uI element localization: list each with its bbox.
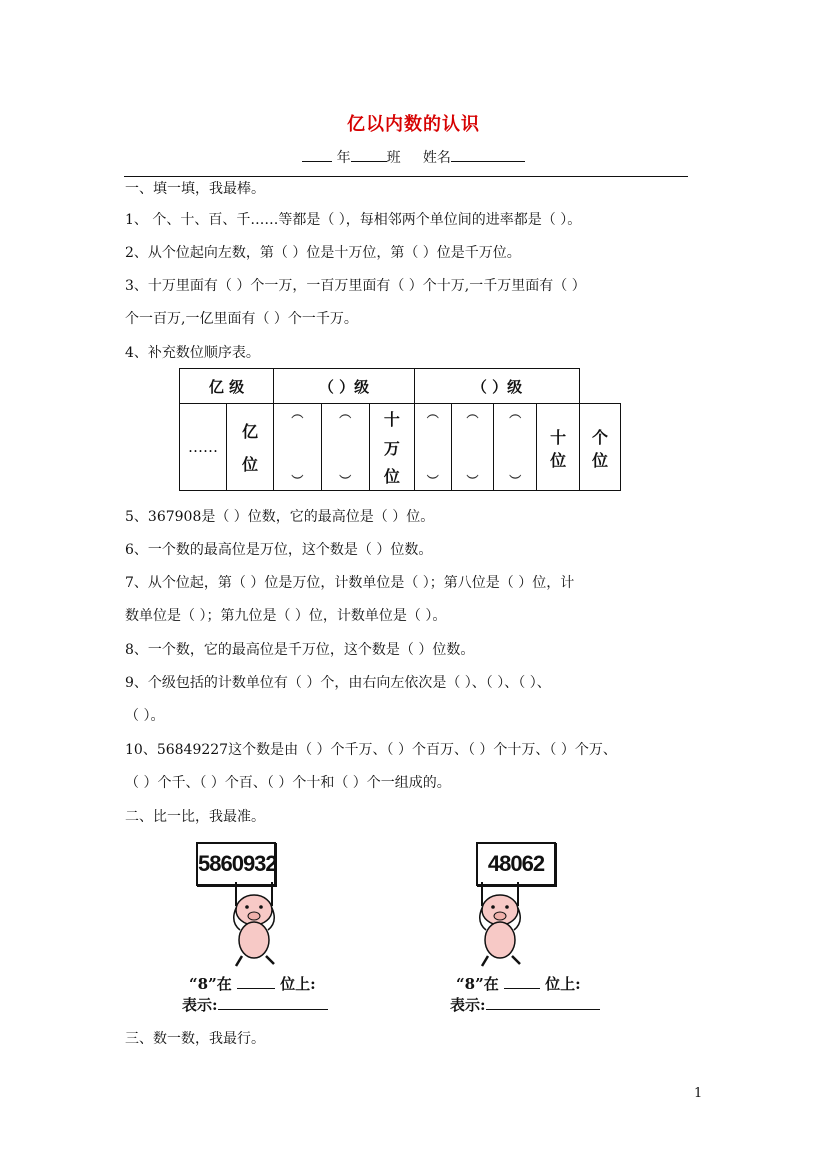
name-label: 姓名: [422, 150, 451, 166]
year-blank[interactable]: [302, 147, 332, 162]
section-1-heading: 一、填一填，我最棒。: [125, 181, 265, 197]
paren-open: ︵: [466, 406, 479, 420]
class-label: 班: [386, 150, 401, 166]
pig1-label-c: 表示:: [182, 996, 218, 1014]
header-yi-level: 亿 级: [180, 369, 274, 404]
paren-close: ︶: [339, 474, 352, 488]
year-label: 年: [336, 150, 351, 166]
yi-char: 亿: [241, 422, 258, 441]
class-blank[interactable]: [351, 147, 387, 162]
question-9-line-1: 9、个级包括的计数单位有（ ）个，由右向左依次是（ ）、（ ）、（ ）、: [125, 675, 551, 691]
ellipsis: ……: [188, 438, 218, 456]
section-3-heading: 三、数一数，我最行。: [125, 1031, 265, 1047]
wan-char: 万: [383, 438, 400, 458]
cell-shi: [537, 404, 580, 491]
question-3-line-2: 个一百万,一亿里面有（ ）个一千万。: [125, 311, 358, 327]
paren-open: ︵: [426, 406, 439, 420]
cell-blank-5[interactable]: [494, 404, 537, 491]
section-2-heading: 二、比一比，我最准。: [125, 809, 265, 825]
number-sign-2: 48062: [476, 842, 556, 886]
paren-close: ︶: [426, 474, 439, 488]
question-4: 4、补充数位顺序表。: [125, 345, 260, 361]
pig2-position-label: [456, 973, 581, 994]
pig1-position-blank[interactable]: [237, 976, 275, 989]
place-value-table: [179, 368, 621, 491]
question-10-line-1: 10、56849227这个数是由（ ）个千万、（ ）个百万、（ ）个十万、（ ）个万、: [125, 742, 617, 758]
header-wan-level[interactable]: （ ）级: [274, 369, 415, 404]
pig1-label-a: “8”在: [189, 975, 232, 993]
question-2: 2、从个位起向左数，第（ ）位是十万位，第（ ）位是千万位。: [125, 245, 521, 261]
pig2-meaning-blank[interactable]: [486, 995, 600, 1010]
pig1-position-label: [189, 973, 316, 994]
header-ge-level[interactable]: （ ）级: [415, 369, 580, 404]
pig2-label-b: 位上:: [545, 975, 581, 993]
header-info-line: [0, 147, 827, 167]
cell-blank-2[interactable]: [321, 404, 369, 491]
cell-blank-4[interactable]: [451, 404, 494, 491]
question-8: 8、一个数，它的最高位是千万位，这个数是（ ）位数。: [125, 642, 475, 658]
wei-char: 位: [383, 467, 400, 486]
paren-open: ︵: [291, 406, 304, 420]
pig-illustration-icon: [468, 882, 532, 972]
question-9-line-2: （ ）。: [125, 708, 165, 724]
shi-char: 十: [550, 428, 567, 447]
paren-open: ︵: [339, 406, 352, 420]
question-1: 1、 个、十、百、千……等都是（ ），每相邻两个单位间的进率都是（ ）。: [125, 212, 582, 228]
wei-char: 位: [591, 451, 608, 470]
cell-ge: [580, 404, 621, 491]
wei-char: 位: [550, 451, 567, 470]
cell-yi: [227, 404, 274, 491]
cell-blank-3[interactable]: [415, 404, 452, 491]
paren-close: ︶: [466, 474, 479, 488]
pig1-meaning-label: [182, 994, 328, 1015]
pig1-label-b: 位上:: [280, 975, 316, 993]
shi-char: 十: [383, 410, 400, 429]
page-title: 亿以内数的认识: [347, 114, 480, 135]
question-5: 5、367908是（ ）位数，它的最高位是（ ）位。: [125, 509, 435, 525]
cell-blank-1[interactable]: [274, 404, 322, 491]
cell-dots: [180, 404, 227, 491]
page-number: 1: [694, 1086, 703, 1101]
pig2-label-c: 表示:: [450, 996, 486, 1014]
question-3-line-1: 3、十万里面有（ ）个一万，一百万里面有（ ）个十万,一千万里面有（ ）: [125, 278, 586, 294]
ge-char: 个: [591, 428, 608, 447]
cell-shiwan: [369, 404, 414, 491]
question-10-line-2: （ ）个千、（ ）个百、（ ）个十和（ ）个一组成的。: [125, 775, 451, 791]
question-7-line-1: 7、从个位起，第（ ）位是万位，计数单位是（ ）；第八位是（ ）位，计: [125, 575, 575, 591]
header-divider: [124, 176, 688, 177]
pig2-position-blank[interactable]: [504, 976, 540, 989]
wei-char: 位: [241, 455, 258, 474]
question-7-line-2: 数单位是（ ）；第九位是（ ）位，计数单位是（ ）。: [125, 608, 447, 624]
paren-close: ︶: [291, 474, 304, 488]
name-blank[interactable]: [451, 147, 525, 162]
number-sign-1: 5860932: [196, 842, 276, 886]
paren-open: ︵: [509, 406, 522, 420]
question-6: 6、一个数的最高位是万位，这个数是（ ）位数。: [125, 542, 433, 558]
pig-illustration-icon: [222, 882, 286, 972]
pig1-meaning-blank[interactable]: [218, 995, 328, 1010]
paren-close: ︶: [509, 474, 522, 488]
pig2-meaning-label: [450, 994, 600, 1015]
pig2-label-a: “8”在: [456, 975, 499, 993]
